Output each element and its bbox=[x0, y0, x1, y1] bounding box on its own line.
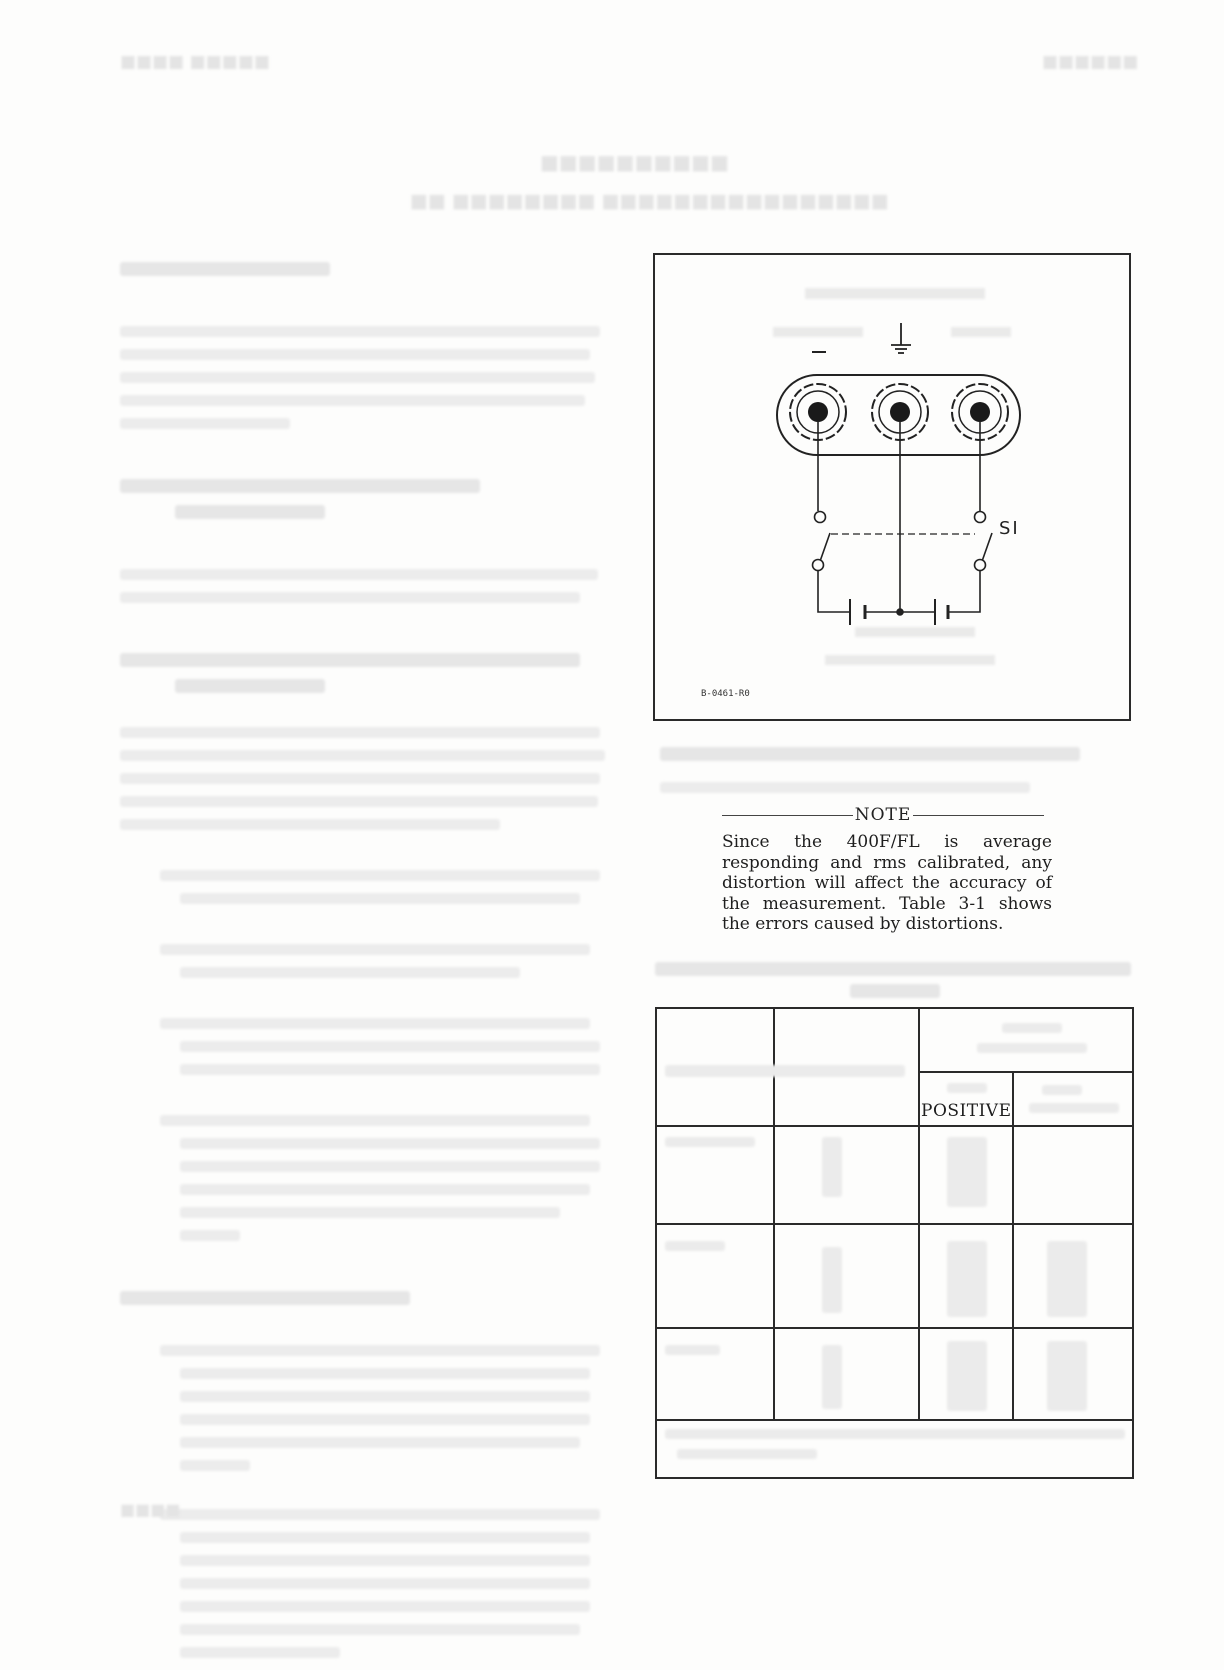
note-body: Since the 400F/FL is average responding and rms calibrated, any distortion will affect the accuracy of the measurement. Table 3-1 shows the errors caused by distortions. bbox=[722, 832, 1052, 934]
page-header-right: ■■■■■■ bbox=[1042, 52, 1139, 72]
circuit-wires bbox=[813, 422, 993, 625]
note-heading-label: NOTE bbox=[854, 805, 912, 825]
page-header-left: ■■■■ ■■■■■ bbox=[120, 52, 270, 72]
section-title: ■■■■■■■■■■ bbox=[540, 150, 729, 174]
table-title bbox=[655, 962, 1131, 998]
left-column-text bbox=[120, 250, 610, 1670]
switch-label: SI bbox=[999, 518, 1020, 539]
figure-id-label: B-0461-R0 bbox=[701, 689, 750, 699]
distortion-error-table bbox=[655, 1007, 1134, 1479]
positive-subheader: POSITIVE bbox=[921, 1101, 1012, 1121]
schematic-drawing bbox=[655, 255, 1129, 719]
ground-symbol-icon bbox=[891, 323, 911, 353]
section-subtitle: ■■ ■■■■■■■■ ■■■■■■■■■■■■■■■■ bbox=[410, 190, 889, 212]
note-heading bbox=[722, 803, 1044, 827]
figure-paragraph bbox=[660, 770, 1030, 805]
schematic-figure bbox=[653, 253, 1131, 721]
figure-caption bbox=[660, 735, 1080, 773]
page-footer: ■■■■ bbox=[120, 1500, 181, 1519]
